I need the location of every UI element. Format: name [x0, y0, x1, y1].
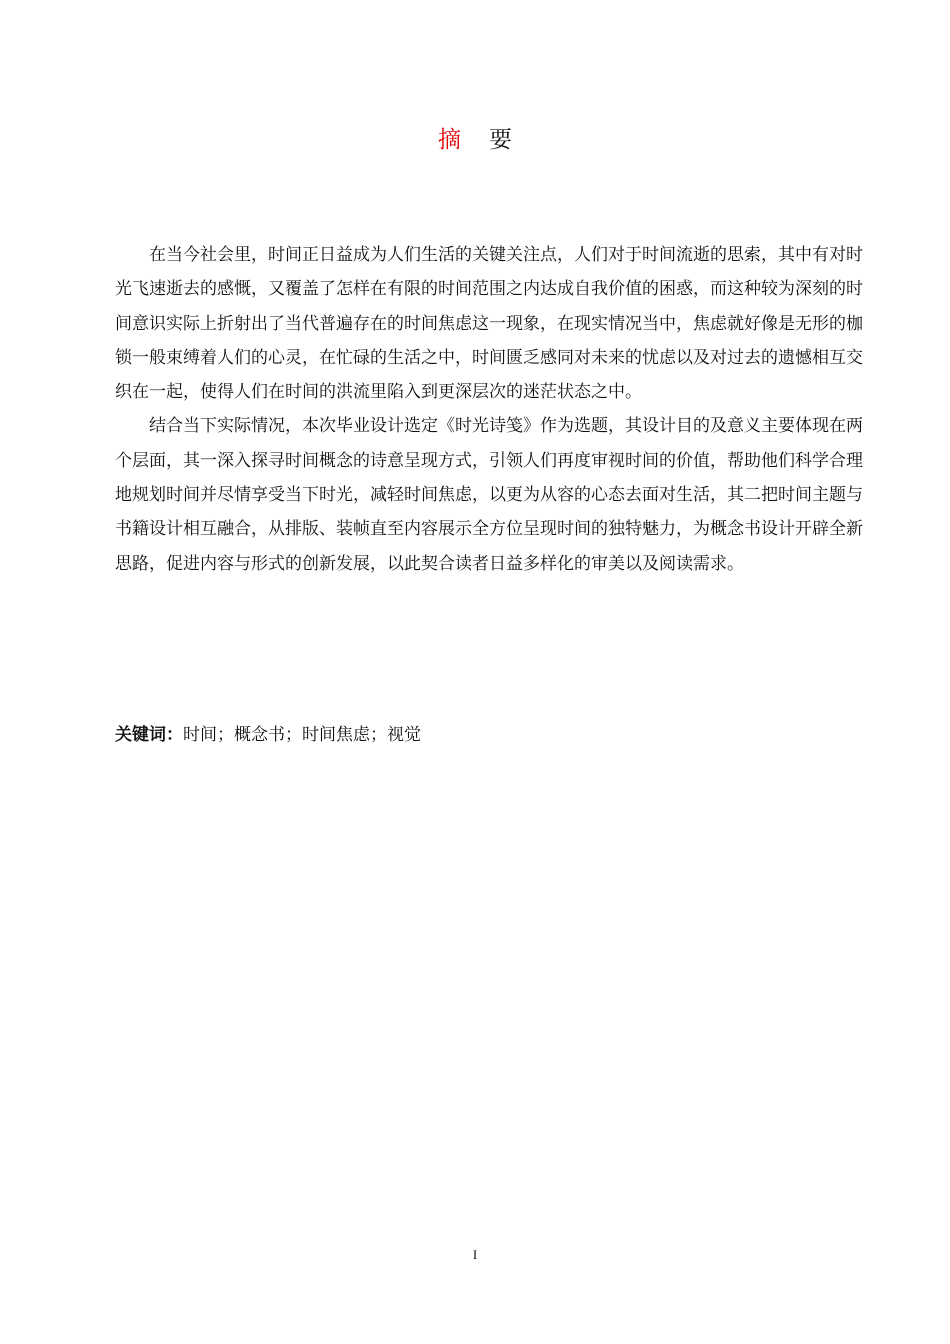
abstract-paragraph: 结合当下实际情况，本次毕业设计选定《时光诗笺》作为选题，其设计目的及意义主要体现在两个层面，其一深入探寻时间概念的诗意呈现方式，引领人们再度审视时间的价值，帮助他们科学合理地规划时间并尽情享受当下时光，减轻时间焦虑，以更为从容的心态去面对生活，其二把时间主题与书籍设计相互融合，从排版、装帧直至内容展示全方位呈现时间的独特魅力，为概念书设计开辟全新思路，促进内容与形式的创新发展，以此契合读者日益多样化的审美以及阅读需求。 [115, 416, 863, 574]
keywords-line [115, 721, 421, 749]
abstract-body [115, 238, 863, 581]
abstract-title [0, 124, 950, 156]
keywords-label: 关键词： [115, 725, 183, 745]
abstract-paragraph: 在当今社会里，时间正日益成为人们生活的关键关注点，人们对于时间流逝的思索，其中有对时光飞速逝去的感慨，又覆盖了怎样在有限的时间范围之内达成自我价值的困惑，而这种较为深刻的时间意识实际上折射出了当代普遍存在的时间焦虑这一现象，在现实情况当中，焦虑就好像是无形的枷锁一般束缚着人们的心灵，在忙碌的生活之中，时间匮乏感同对未来的忧虑以及对过去的遗憾相互交织在一起，使得人们在时间的洪流里陷入到更深层次的迷茫状态之中。 [115, 245, 863, 403]
title-char-first: 摘 [438, 127, 461, 153]
page-number: I [472, 1247, 478, 1262]
keywords-value: 时间；概念书；时间焦虑；视觉 [183, 725, 421, 745]
title-char-second: 要 [489, 127, 512, 153]
